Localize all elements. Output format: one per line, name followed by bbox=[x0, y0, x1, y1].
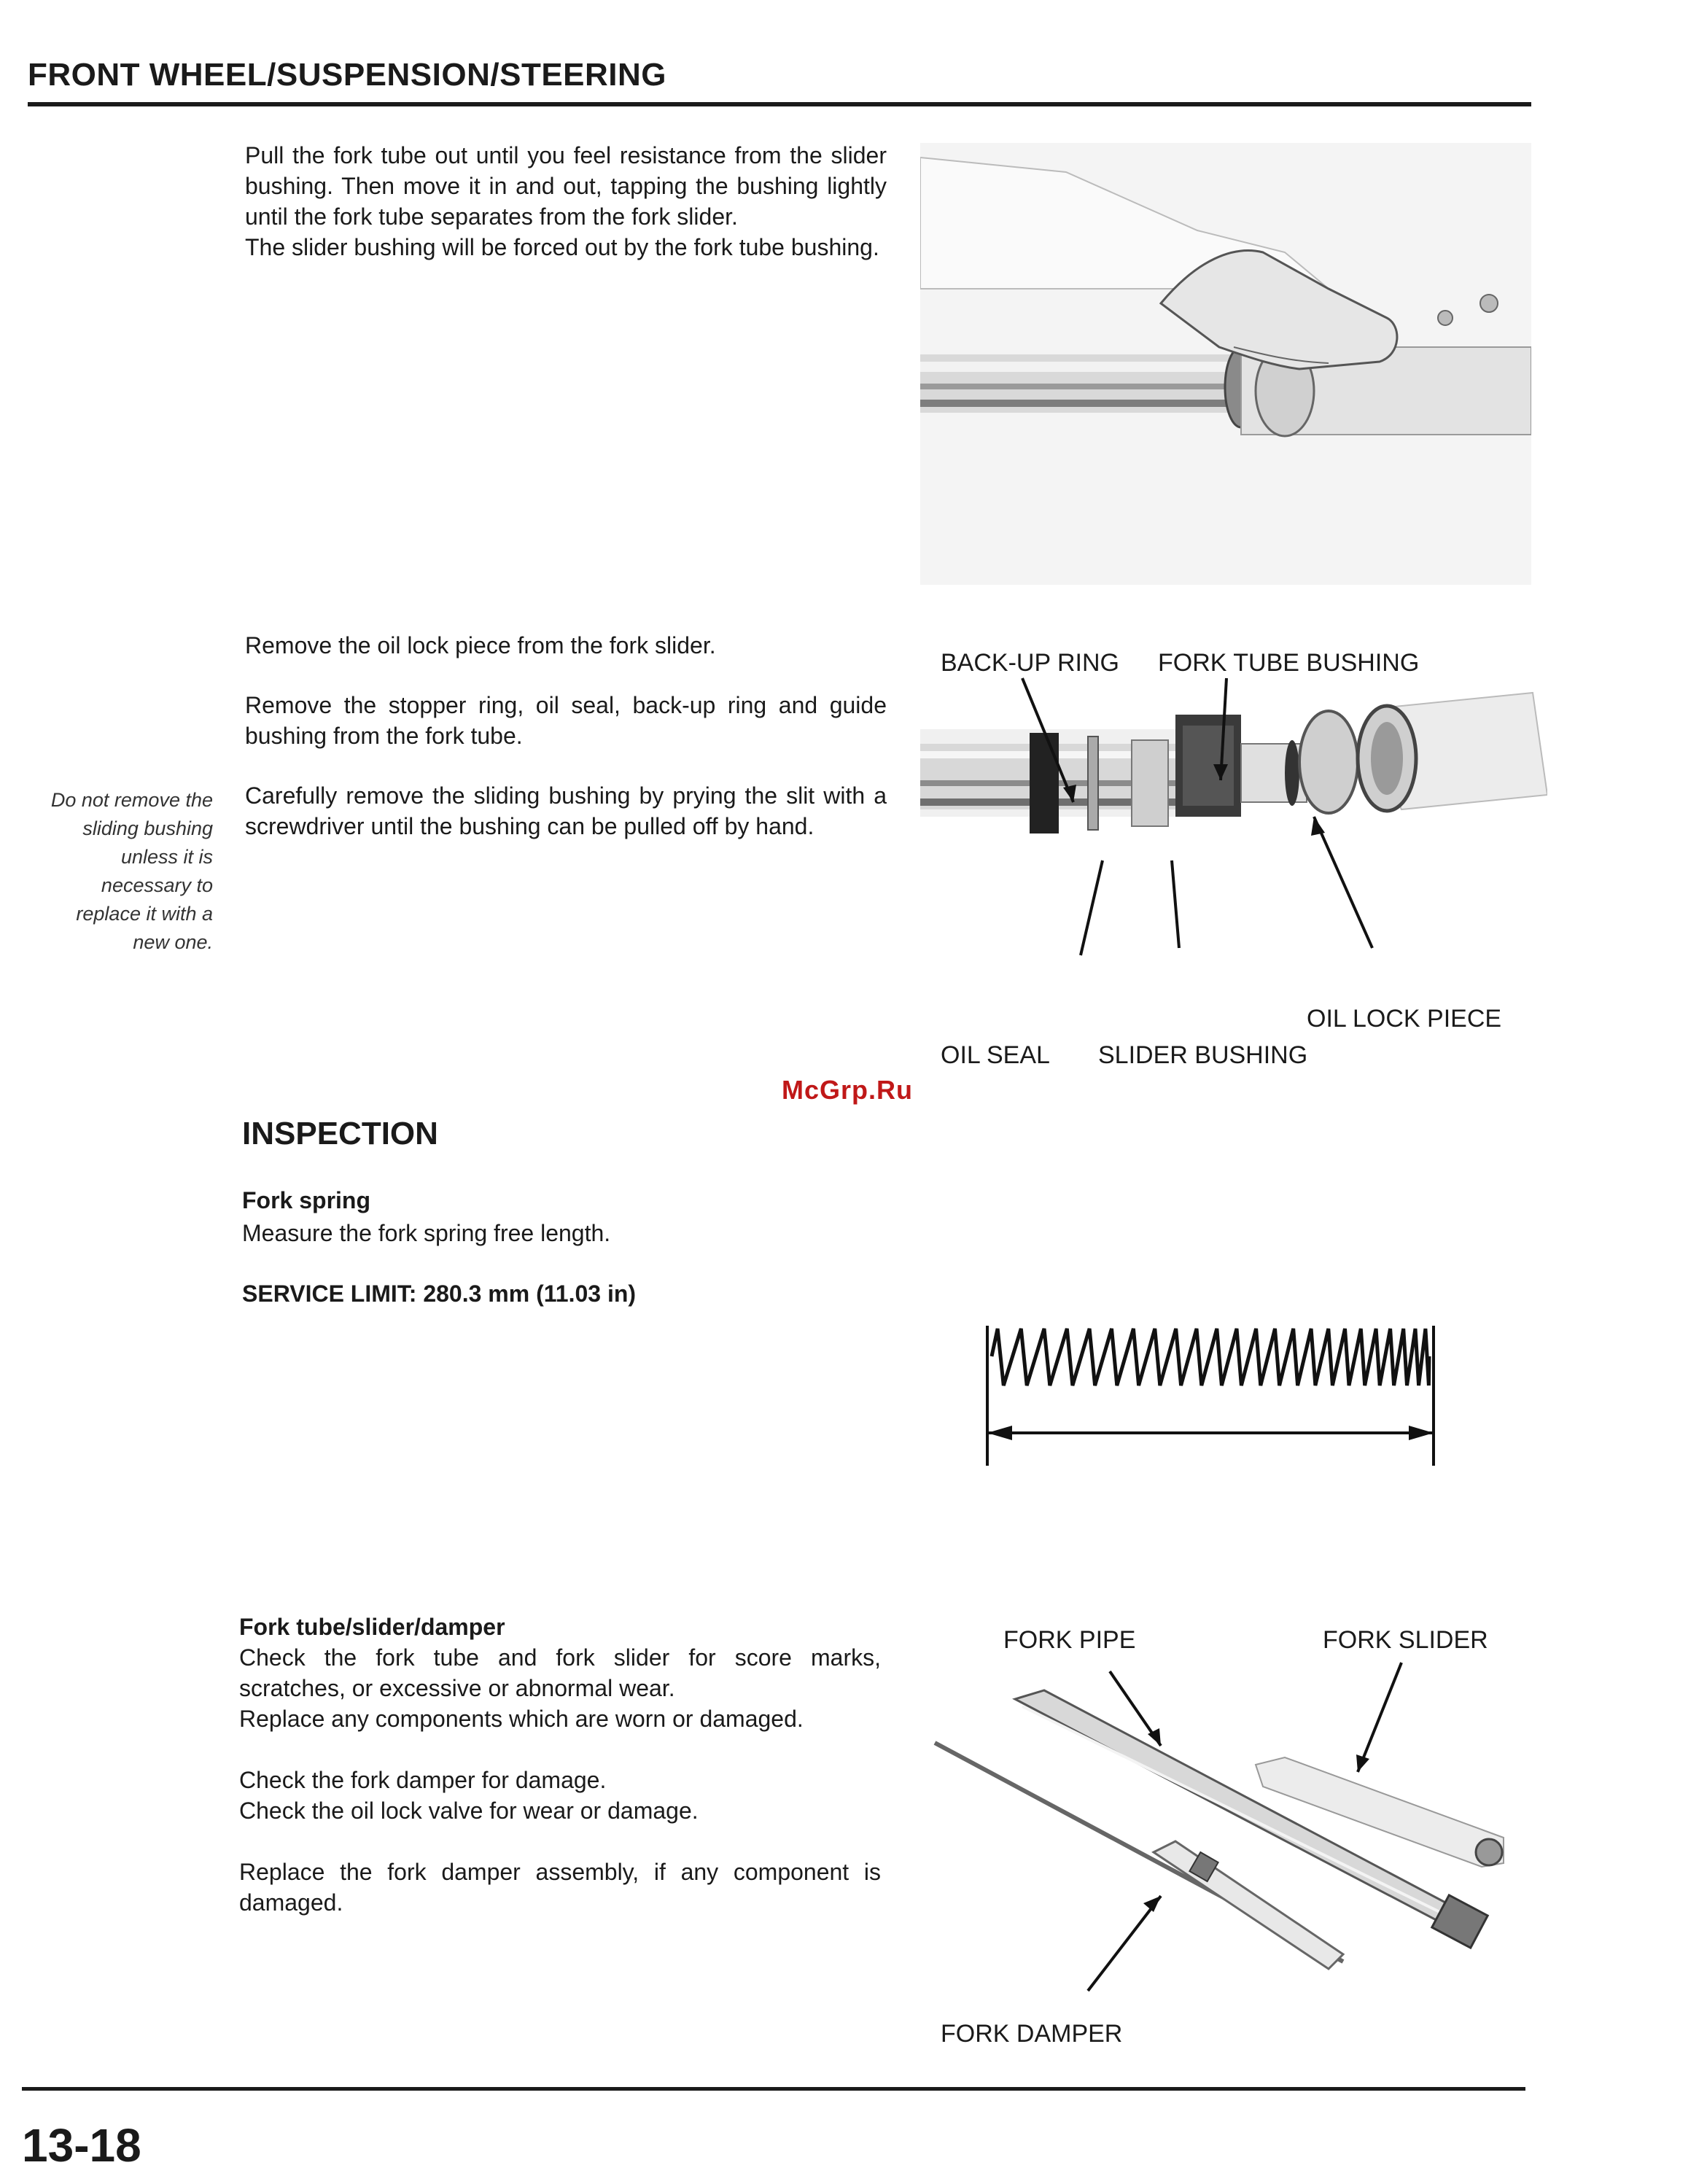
watermark: McGrp.Ru bbox=[782, 1075, 914, 1105]
fork-tube-removal-illustration bbox=[920, 143, 1531, 585]
score-marks-paragraph: Check the fork tube and fork slider for score marks, scratches, or excessive or abnormal wear. bbox=[239, 1644, 881, 1701]
fork-tube-inspection-text bbox=[239, 1612, 881, 1918]
fork-spring-diagram bbox=[977, 1313, 1444, 1480]
replace-damper-paragraph: Replace the fork damper assembly, if any component is damaged. bbox=[239, 1859, 881, 1916]
margin-note: Do not remove the sliding bushing unless it is necessary to replace it with a new one. bbox=[50, 789, 213, 953]
page-number: 13-18 bbox=[22, 2119, 141, 2172]
back-up-ring-label: BACK-UP RING bbox=[941, 649, 1119, 677]
fork-slider-label: FORK SLIDER bbox=[1323, 1626, 1488, 1654]
slider-bushing-leader bbox=[1172, 860, 1179, 948]
fork-tube-bushing-label: FORK TUBE BUSHING bbox=[1158, 649, 1420, 677]
oil-lock-piece-leader bbox=[1314, 817, 1372, 948]
stopper-ring-paragraph: Remove the stopper ring, oil seal, back-up ring and guide bushing from the fork tube. bbox=[245, 692, 887, 749]
oil-lock-valve-check: Check the oil lock valve for wear or damage. bbox=[239, 1798, 699, 1824]
slider-bushing-paragraph: The slider bushing will be forced out by the fork tube bushing. bbox=[245, 234, 879, 260]
fork-damper-check: Check the fork damper for damage. bbox=[239, 1767, 607, 1793]
fork-damper-label: FORK DAMPER bbox=[941, 2020, 1123, 2048]
removal-text-1 bbox=[245, 140, 887, 263]
fork-spring-text: Measure the fork spring free length. bbox=[242, 1220, 611, 1246]
pull-fork-tube-paragraph: Pull the fork tube out until you feel resistance from the slider bushing. Then move it in and out, tapping the bushing lightly until the fork tube separates from the fork slider. bbox=[245, 142, 887, 230]
oil-seal-label: OIL SEAL bbox=[941, 1041, 1050, 1069]
fork-tube-heading: Fork tube/slider/damper bbox=[239, 1614, 505, 1640]
sliding-bushing-paragraph: Carefully remove the sliding bushing by prying the slit with a screwdriver until the bushing can be pulled off by hand. bbox=[245, 782, 887, 839]
fork-slider-leader bbox=[1358, 1663, 1401, 1772]
section-title: FRONT WHEEL/SUSPENSION/STEERING bbox=[28, 57, 667, 93]
fork-spring-heading: Fork spring bbox=[242, 1187, 371, 1213]
footer-rule bbox=[22, 2087, 1525, 2091]
oil-lock-piece-label: OIL LOCK PIECE bbox=[1307, 1005, 1502, 1033]
slider-bushing-label: SLIDER BUSHING bbox=[1098, 1041, 1308, 1069]
fork-tube-removal-photo bbox=[920, 143, 1531, 585]
fork-components-figure bbox=[920, 1612, 1533, 2049]
removal-text-2 bbox=[245, 630, 887, 842]
header-rule bbox=[28, 102, 1531, 106]
replace-components-paragraph: Replace any components which are worn or damaged. bbox=[239, 1706, 804, 1732]
spring-illustration bbox=[977, 1313, 1444, 1480]
fork-damper-leader bbox=[1088, 1896, 1161, 1991]
fork-components-illustration bbox=[920, 1612, 1533, 2049]
oil-seal-leader bbox=[1081, 860, 1103, 955]
fork-pipe-label: FORK PIPE bbox=[1003, 1626, 1136, 1654]
service-limit: SERVICE LIMIT: 280.3 mm (11.03 in) bbox=[242, 1281, 637, 1307]
inspection-heading: INSPECTION bbox=[242, 1116, 438, 1151]
oil-lock-paragraph: Remove the oil lock piece from the fork slider. bbox=[245, 632, 716, 658]
